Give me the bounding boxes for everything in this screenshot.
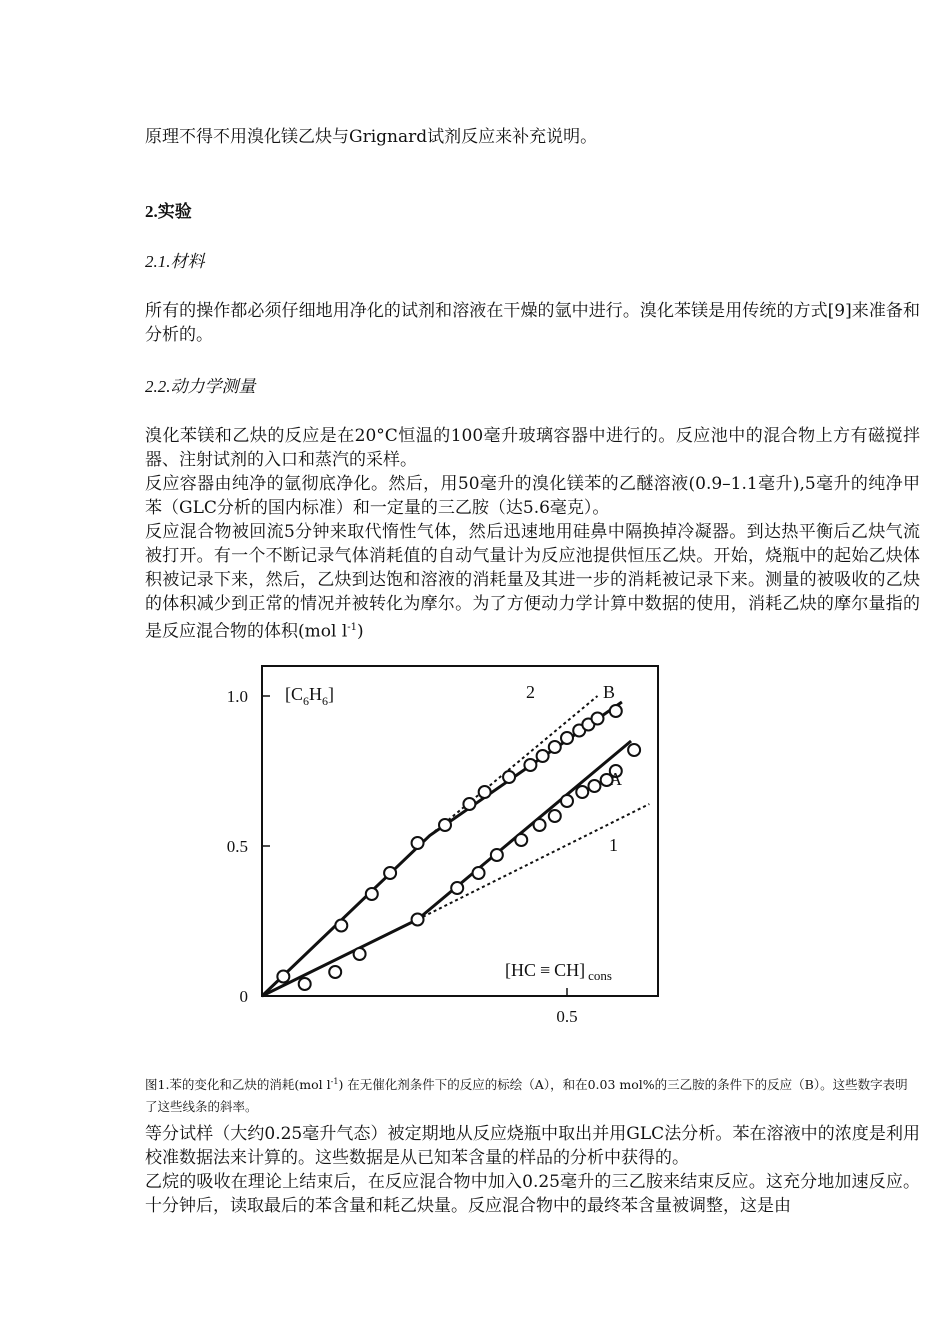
y-tick-label: 1.0 <box>226 687 248 706</box>
kinetics-paragraph-3-end: ) <box>357 621 364 642</box>
data-point-b <box>384 867 396 879</box>
data-point-b <box>592 713 604 725</box>
data-point-a <box>534 819 546 831</box>
data-point-b <box>335 920 347 932</box>
paragraph-top: 原理不得不用溴化镁乙炔与Grignard试剂反应来补充说明。 <box>145 127 598 147</box>
series-label-b: B <box>603 682 616 702</box>
kinetics-paragraph-3-text: 反应混合物被回流5分钟来取代惰性气体，然后迅速地用硅鼻中隔换掉冷凝器。到达热平衡后乙炔气流被打开。有一个不断记录气体消耗值的自动气量计为反应池提供恒压乙炔。开始，烧瓶中的起始乙炔体积被记录下来，然后，乙炔到达饱和溶液的消耗量及其进一步的消耗被记录下来。测量的被吸收的乙炔的体积减少到正常的情况并被转化为摩尔。为了方便动力学计算中数据的使用，消耗乙炔的摩尔量指的是反应混合物的体积(mol l <box>145 522 920 642</box>
data-point-a <box>576 786 588 798</box>
series-label-a: A <box>609 769 622 789</box>
data-point-b <box>503 771 515 783</box>
data-point-b <box>412 837 424 849</box>
unit-superscript: -1 <box>347 622 358 633</box>
x-tick-label: 0.5 <box>556 1007 578 1026</box>
data-point-b <box>366 888 378 900</box>
data-point-b <box>537 750 549 762</box>
y-axis-label: $[C_6H_6]$ <box>285 684 334 708</box>
data-point-b <box>610 705 622 717</box>
figure-caption <box>145 1071 920 1118</box>
section-title: 2.实验 <box>145 202 192 221</box>
paragraph-after-1: 等分试样（大约0.25毫升气态）被定期地从反应烧瓶中取出并用GLC法分析。苯在溶液中的浓度是利用校准数据法来计算的。这些数据是从已知苯含量的样品的分析中获得的。 <box>145 1124 920 1168</box>
data-point-b <box>479 786 491 798</box>
data-point-a <box>491 849 503 861</box>
kinetics-paragraph-1: 溴化苯镁和乙炔的反应是在20°C恒温的100毫升玻璃容器中进行的。反应池中的混合物上方有磁搅拌器、注射试剂的入口和蒸汽的采样。 <box>145 426 920 470</box>
data-point-a <box>299 978 311 990</box>
data-point-b <box>524 759 536 771</box>
data-point-b <box>549 741 561 753</box>
data-point-a <box>354 948 366 960</box>
data-point-b <box>277 971 289 983</box>
data-point-a <box>329 966 341 978</box>
kinetics-paragraph-3 <box>145 520 920 644</box>
dashed-line-2 <box>430 696 598 836</box>
subsection-materials: 2.1.材料 <box>145 252 205 271</box>
data-point-b <box>561 732 573 744</box>
data-point-a <box>515 834 527 846</box>
subsection-kinetics: 2.2.动力学测量 <box>145 377 256 396</box>
x-axis-label: [HC ≡ CH] $_{cons}$ <box>505 960 612 983</box>
data-point-a <box>628 744 640 756</box>
data-point-a <box>588 780 600 792</box>
y-tick-label: 0 <box>239 987 248 1006</box>
data-point-a <box>473 867 485 879</box>
kinetics-paragraph-2: 反应容器由纯净的氩彻底净化。然后，用50毫升的溴化镁苯的乙醚溶液(0.9–1.1毫升),5毫升的纯净甲苯（GLC分析的国内标准）和一定量的三乙胺（达5.6毫克）。 <box>145 474 920 518</box>
figure-caption-a: 图1.苯的变化和乙炔的消耗(mol l <box>145 1077 331 1093</box>
data-point-a <box>412 914 424 926</box>
figure-1-chart <box>0 650 950 1030</box>
caption-superscript: -1 <box>330 1077 339 1086</box>
data-point-b <box>439 819 451 831</box>
fit-line-b <box>262 702 622 996</box>
figure-caption-b: ) 在无催化剂条件下的反应的标绘（A），和在0.03 mol%的三乙胺的条件下的反应（B）。这些数字表明了这些线条的斜率。 <box>145 1077 908 1115</box>
fit-line-a <box>262 741 631 996</box>
data-point-a <box>451 882 463 894</box>
y-tick-label: 0.5 <box>226 837 248 856</box>
data-point-a <box>561 795 573 807</box>
data-point-a <box>549 810 561 822</box>
data-point-b <box>463 798 475 810</box>
series-label-1: 1 <box>609 835 618 855</box>
paragraph-materials: 所有的操作都必须仔细地用净化的试剂和溶液在干燥的氩中进行。溴化苯镁是用传统的方式[9]来准备和分析的。 <box>145 301 920 345</box>
paragraph-after-2: 乙烷的吸收在理论上结束后，在反应混合物中加入0.25毫升的三乙胺来结束反应。这充分地加速反应。十分钟后，读取最后的苯含量和耗乙炔量。反应混合物中的最终苯含量被调整，这是由 <box>145 1172 920 1216</box>
series-label-2: 2 <box>526 682 535 702</box>
